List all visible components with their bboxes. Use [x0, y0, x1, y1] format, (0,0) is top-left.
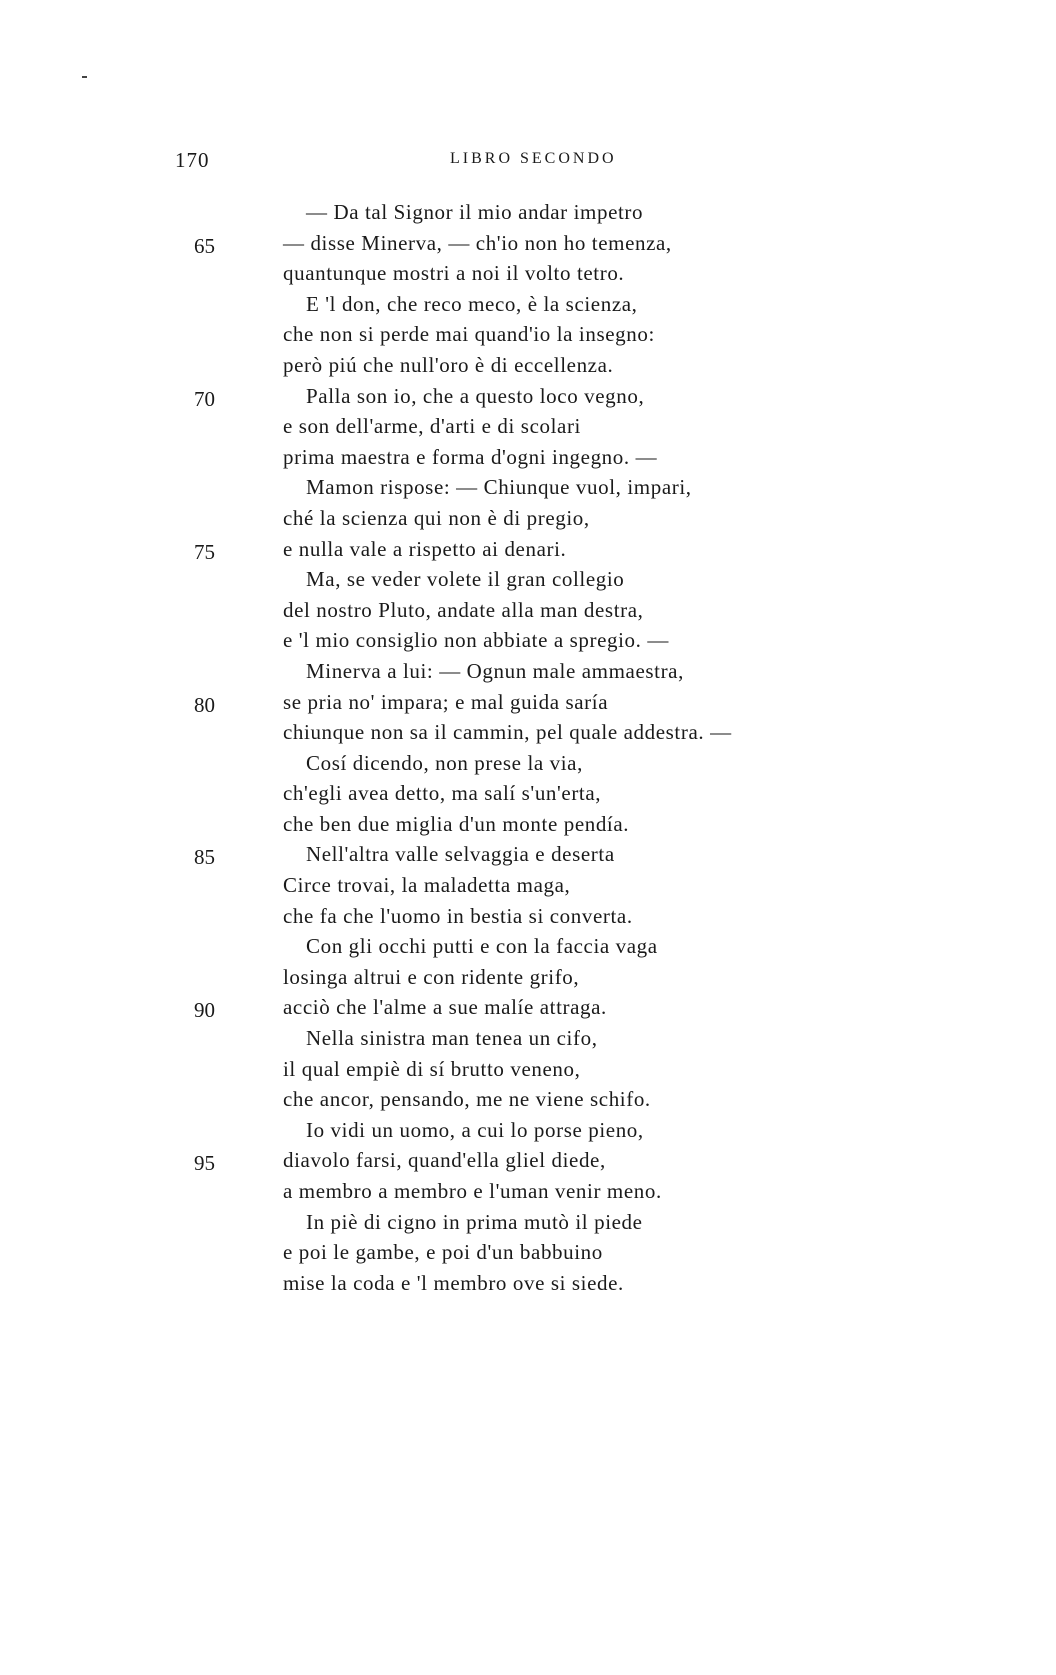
verse-line [0, 625, 1056, 656]
verse-text: ch'egli avea detto, ma salí s'un'erta, [283, 781, 602, 806]
verse-text: Nella sinistra man tenea un cifo, [306, 1026, 598, 1051]
verse-text: Mamon rispose: — Chiunque vuol, impari, [306, 475, 692, 500]
verse-number: 75 [194, 539, 215, 564]
verse-text: Con gli occhi putti e con la faccia vaga [306, 934, 658, 959]
verse-text: chiunque non sa il cammin, pel quale addestra. — [283, 720, 732, 745]
verse-text: Cosí dicendo, non prese la via, [306, 750, 583, 775]
verse-line [0, 778, 1056, 809]
verse-line [0, 748, 1056, 779]
verse-line [0, 442, 1056, 473]
verse-line [0, 839, 1056, 870]
verse-text: losinga altrui e con ridente grifo, [283, 964, 580, 989]
verse-line [0, 901, 1056, 932]
verse-text: Nell'altra valle selvaggia e deserta [306, 842, 615, 867]
verse-line [0, 534, 1056, 565]
verse-text: che ancor, pensando, me ne viene schifo. [283, 1087, 651, 1112]
verse-text: Ma, se veder volete il gran collegio [306, 567, 625, 592]
verse-text: che ben due miglia d'un monte pendía. [283, 811, 630, 836]
verse-line [0, 472, 1056, 503]
verse-text: però piú che null'oro è di eccellenza. [283, 352, 614, 377]
verse-line [0, 564, 1056, 595]
verse-line [0, 319, 1056, 350]
verse-line [0, 1207, 1056, 1238]
verse-line [0, 289, 1056, 320]
verse-line [0, 931, 1056, 962]
verse-number: 70 [194, 386, 215, 411]
verse-line [0, 595, 1056, 626]
verse-line [0, 350, 1056, 381]
verse-text: diavolo farsi, quand'ella gliel diede, [283, 1148, 606, 1173]
verse-text: e poi le gambe, e poi d'un babbuino [283, 1240, 603, 1265]
verse-line [0, 411, 1056, 442]
verse-text: E 'l don, che reco meco, è la scienza, [306, 291, 638, 316]
running-head: LIBRO SECONDO [450, 150, 617, 167]
verse-line [0, 228, 1056, 259]
verse-text: e 'l mio consiglio non abbiate a spregio. — [283, 628, 669, 653]
verse-line [0, 870, 1056, 901]
verse-text: mise la coda e 'l membro ove si siede. [283, 1270, 624, 1295]
poem-body [0, 197, 1056, 1298]
verse-number: 95 [194, 1151, 215, 1176]
verse-text: che non si perde mai quand'io la insegno: [283, 322, 655, 347]
page-number: 170 [175, 148, 210, 172]
verse-text: Minerva a lui: — Ognun male ammaestra, [306, 658, 684, 683]
verse-text: del nostro Pluto, andate alla man destra, [283, 597, 644, 622]
verse-text: e son dell'arme, d'arti e di scolari [283, 414, 581, 439]
verse-line [0, 656, 1056, 687]
verse-text: il qual empiè di sí brutto veneno, [283, 1056, 581, 1081]
verse-text: acciò che l'alme a sue malíe attraga. [283, 995, 607, 1020]
verse-line [0, 809, 1056, 840]
verse-text: quantunque mostri a noi il volto tetro. [283, 261, 625, 286]
verse-text: Io vidi un uomo, a cui lo porse pieno, [306, 1117, 644, 1142]
verse-line [0, 1268, 1056, 1299]
scan-mark [82, 76, 87, 78]
verse-line [0, 381, 1056, 412]
verse-line [0, 1145, 1056, 1176]
verse-line [0, 197, 1056, 228]
verse-text: In piè di cigno in prima mutò il piede [306, 1209, 643, 1234]
verse-number: 90 [194, 998, 215, 1023]
verse-line [0, 1115, 1056, 1146]
verse-line [0, 1084, 1056, 1115]
verse-line [0, 962, 1056, 993]
verse-line [0, 717, 1056, 748]
verse-number: 65 [194, 233, 215, 258]
verse-text: — disse Minerva, — ch'io non ho temenza, [283, 230, 672, 255]
verse-line [0, 1023, 1056, 1054]
verse-line [0, 1237, 1056, 1268]
verse-line [0, 992, 1056, 1023]
verse-text: Circe trovai, la maladetta maga, [283, 873, 571, 898]
verse-number: 80 [194, 692, 215, 717]
verse-line [0, 503, 1056, 534]
verse-text: se pria no' impara; e mal guida saría [283, 689, 609, 714]
verse-line [0, 687, 1056, 718]
verse-text: — Da tal Signor il mio andar impetro [306, 200, 644, 224]
verse-line [0, 1054, 1056, 1085]
verse-text: che fa che l'uomo in bestia si converta. [283, 903, 633, 928]
verse-text: e nulla vale a rispetto ai denari. [283, 536, 567, 561]
verse-text: a membro a membro e l'uman venir meno. [283, 1179, 662, 1203]
verse-number: 85 [194, 845, 215, 870]
verse-text: Palla son io, che a questo loco vegno, [306, 383, 645, 408]
verse-line [0, 1176, 1056, 1207]
verse-line [0, 258, 1056, 289]
verse-text: ché la scienza qui non è di pregio, [283, 505, 590, 530]
verse-text: prima maestra e forma d'ogni ingegno. — [283, 444, 658, 469]
